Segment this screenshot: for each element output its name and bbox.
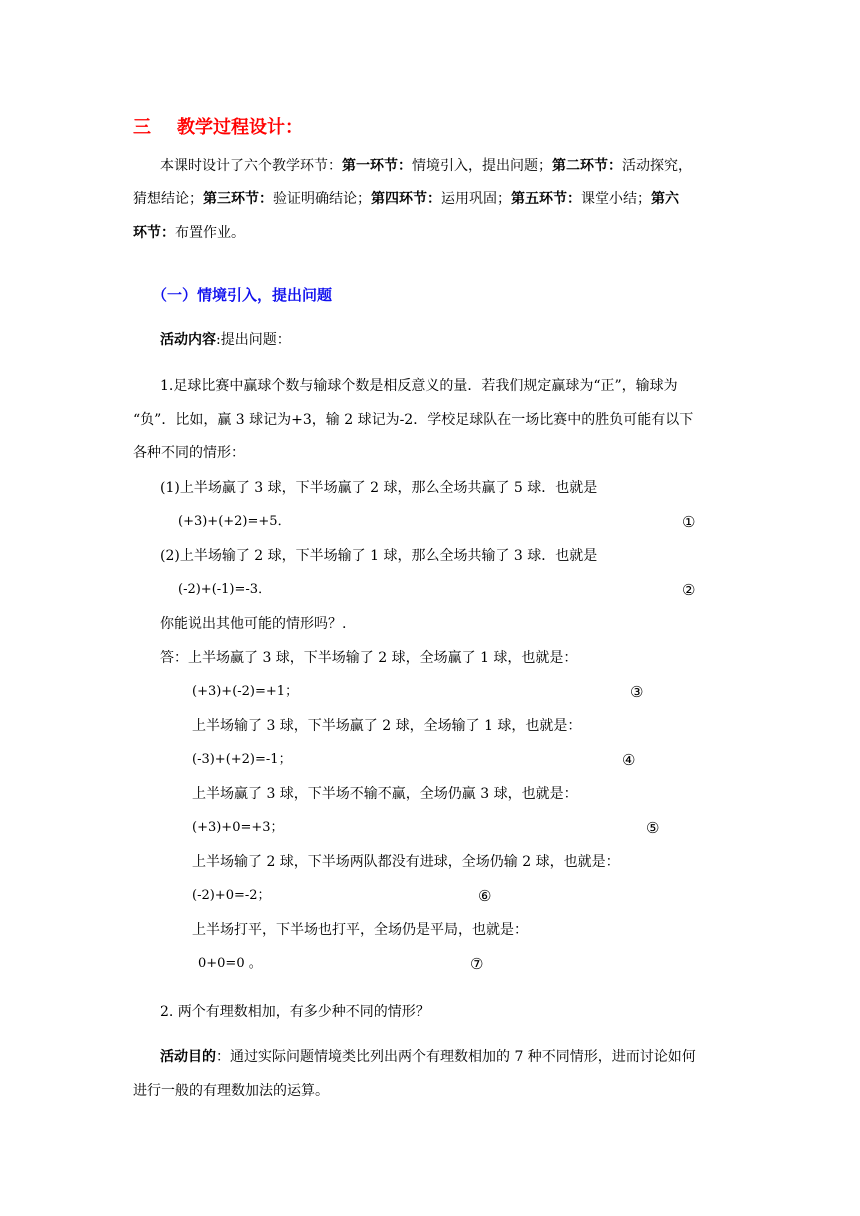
section-number: 三 (133, 117, 151, 138)
answer-4-text: 上半场输了 2 球，下半场两队都没有进球，全场仍输 2 球，也就是： (192, 854, 620, 870)
activity-purpose-line-1 (160, 1047, 696, 1067)
intro-text: 运用巩固； (441, 191, 511, 207)
answer-1-text: 答：上半场赢了 3 球，下半场输了 2 球，全场赢了 1 球，也就是： (160, 650, 578, 666)
answer-4-marker: ⑥ (478, 887, 492, 905)
intro-text: 布置作业。 (175, 225, 245, 241)
prompt-question: 你能说出其他可能的情形吗？. (160, 616, 347, 632)
answer-5-equation: 0+0=0 。 (198, 956, 262, 971)
case-2-text: (2)上半场输了 2 球，下半场输了 1 球，那么全场共输了 3 球．也就是 (160, 548, 598, 564)
intro-text: 本课时设计了六个教学环节： (160, 158, 342, 174)
case-1-text: (1)上半场赢了 3 球，下半场赢了 2 球，那么全场共赢了 5 球．也就是 (160, 480, 598, 496)
q1-line-3: 各种不同的情形： (133, 445, 245, 461)
intro-text: 活动探究， (622, 158, 692, 174)
answer-2-marker: ④ (622, 751, 636, 769)
answer-3-equation: (+3)+0=+3； (192, 820, 284, 835)
answer-1-marker: ③ (630, 683, 644, 701)
subheading: （一）情境引入，提出问题 (152, 286, 333, 304)
q1-line-1: 1.足球比赛中赢球个数与输球个数是相反意义的量．若我们规定赢球为“正”，输球为 (160, 378, 678, 394)
q2-text: 2. 两个有理数相加，有多少种不同的情形？ (160, 1004, 430, 1020)
case-1-marker: ① (682, 513, 696, 531)
activity-purpose-line-2: 进行一般的有理数加法的运算。 (133, 1083, 329, 1099)
intro-text: 验证明确结论； (273, 191, 371, 207)
stage-label: 第一环节： (342, 158, 412, 174)
intro-text: 情境引入，提出问题； (412, 158, 552, 174)
answer-4-equation: (-2)+0=-2； (192, 888, 271, 903)
section-title: 教学过程设计： (177, 117, 303, 138)
activity-content-text: :提出问题： (216, 332, 291, 348)
stage-label: 第三环节： (203, 191, 273, 207)
intro-line-1 (160, 156, 692, 176)
intro-line-3 (133, 223, 245, 243)
answer-3-marker: ⑤ (646, 819, 660, 837)
answer-5-marker: ⑦ (470, 955, 484, 973)
stage-label: 第四环节： (371, 191, 441, 207)
intro-text: 猜想结论； (133, 191, 203, 207)
activity-content-label: 活动内容 (160, 332, 216, 348)
case-1-equation: (+3)+(+2)=+5． (178, 514, 291, 529)
answer-2-equation: (-3)+(+2)=-1； (192, 752, 292, 767)
answer-5-text: 上半场打平，下半场也打平，全场仍是平局，也就是： (192, 922, 528, 938)
activity-content (160, 330, 291, 350)
answer-3-text: 上半场赢了 3 球，下半场不输不赢，全场仍赢 3 球，也就是： (192, 786, 578, 802)
intro-line-2 (133, 189, 679, 209)
answer-1-equation: (+3)+(-2)=+1； (192, 684, 299, 699)
activity-purpose-text: ：通过实际问题情境类比列出两个有理数相加的 7 种不同情形，进而讨论如何 (216, 1049, 696, 1065)
section-heading (133, 118, 303, 138)
stage-label: 环节： (133, 225, 175, 241)
answer-2-text: 上半场输了 3 球，下半场赢了 2 球，全场输了 1 球，也就是： (192, 718, 582, 734)
stage-label: 第二环节： (552, 158, 622, 174)
intro-text: 课堂小结； (581, 191, 651, 207)
stage-label: 第六 (651, 191, 679, 207)
case-2-marker: ② (682, 581, 696, 599)
q1-line-2: “负”．比如，赢 3 球记为+3，输 2 球记为-2．学校足球队在一场比赛中的胜负可能有以下 (133, 412, 694, 428)
stage-label: 第五环节： (511, 191, 581, 207)
activity-purpose-label: 活动目的 (160, 1049, 216, 1065)
case-2-equation: (-2)+(-1)=-3． (178, 582, 272, 597)
